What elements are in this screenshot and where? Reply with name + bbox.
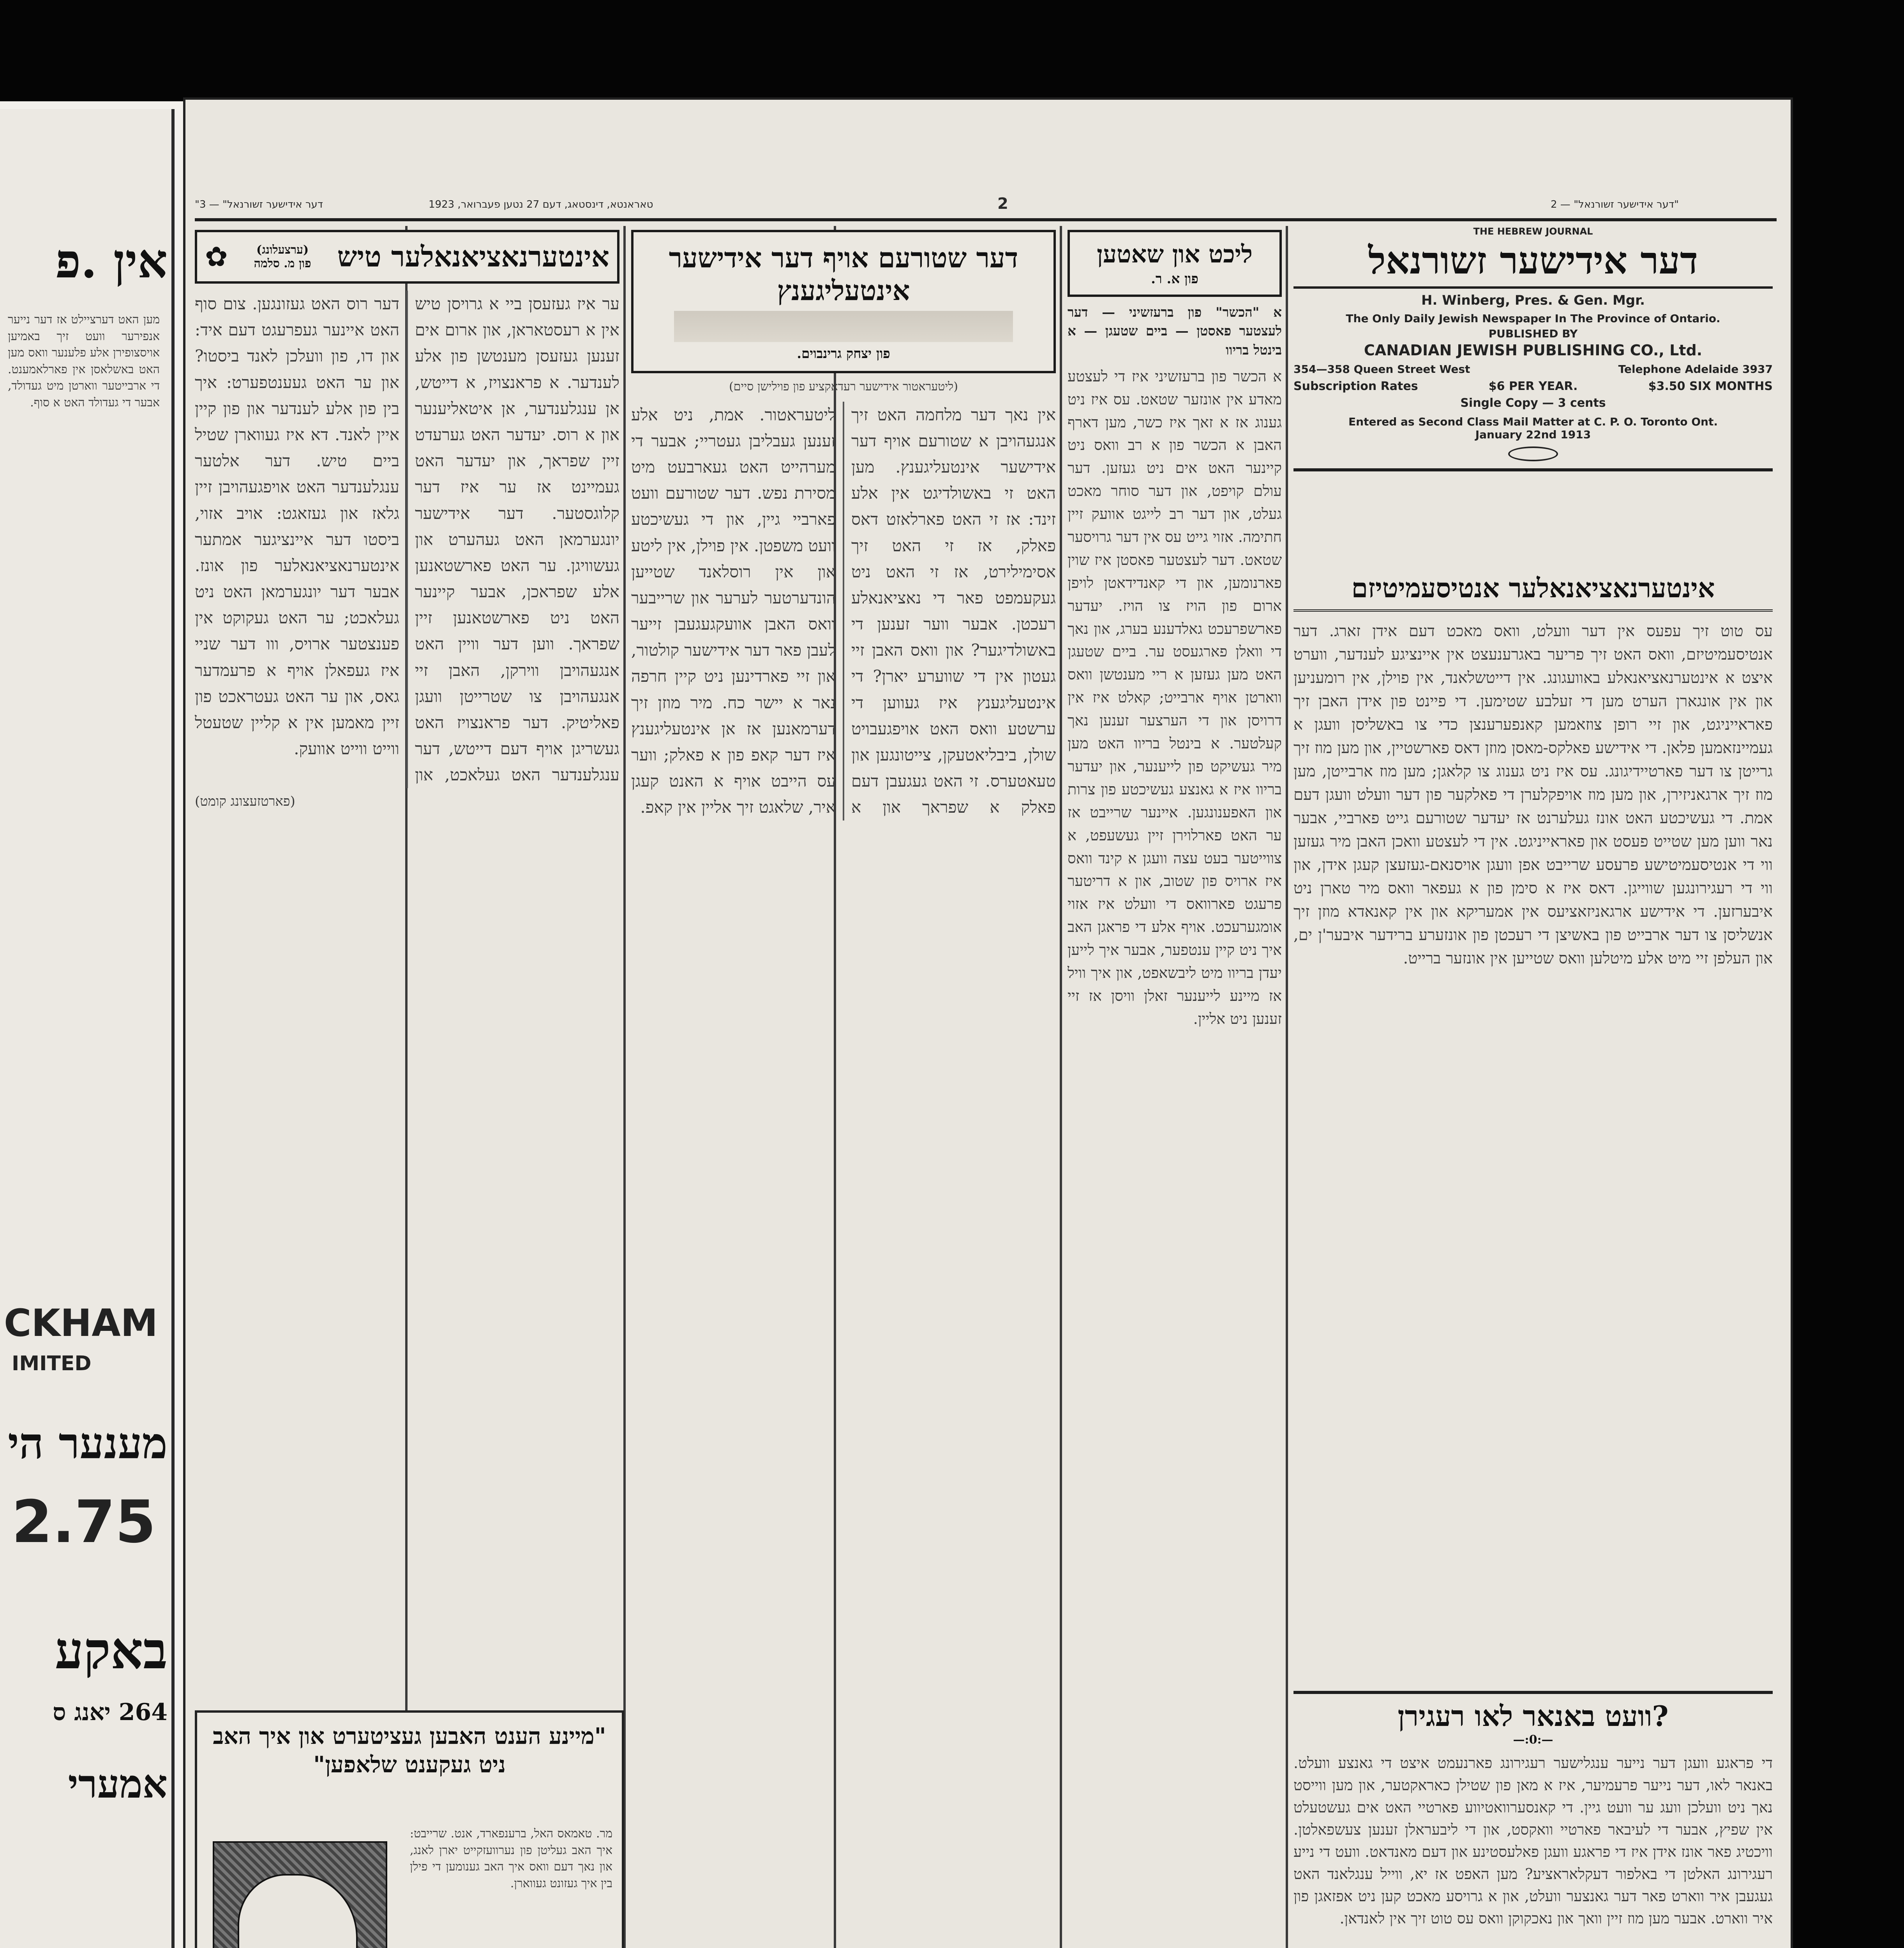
medicine-ad-headline: "מיינע הענט האבען געציטערט און איך האב ניט געקענט שלאפען" [213,1723,606,1778]
column-international-table-sig: (פארטזעצונג קומט) [195,793,295,809]
left-strip-amer: אמערי [68,1761,168,1807]
column-intelligentsia-watermark [674,311,1013,342]
left-strip-baker: באקע [55,1621,168,1680]
medicine-advertisement [195,1710,624,1948]
column-international-table-label: (ערצעלונג) [256,243,309,257]
adjacent-page-strip [0,109,175,1948]
column-light-and-shadow-byline: פון א. ר. [1151,271,1198,287]
masthead-published-by: PUBLISHED BY [1488,327,1578,340]
column-intelligentsia-body: אין נאך דער מלחמה האט זיך אנגעהויבן א שטורעם אויף דער אידישער אינטעליגענץ. מען האט זי באשולדיגט אין אלע זינד: אז זי האט פארלאזט דאס פאלק, אז זי האט זיך אסימילירט, אז זי האט ניט געקעמפט פאר די נאציאנאלע רעכטן. אבער ווער זענען די באשולדיגער? און וואס האבן זיי געטון אין די שווערע יארן? די אינטעליגענץ איז געווען די ערשטע וואס האט אויפגעבויט שולן, ביבליאטעקן, צייטונגען און טעאטערס. זי האט געגעבן דעם פאלק א שפראך און א ליטעראטור. אמת, ניט אלע זענען געבליבן געטריי; אבער די מערהייט האט געארבעט מיט מסירת נפש. דער שטורעם וועט פארביי גיין, און די געשיכטע וועט משפטן. אין פוילן, אין ליטע און אין רוסלאנד שטייען הונדערטער לערער און שרייבער וואס האבן אוועקגעגעבן זייער לעבן פאר דער אידישער קולטור, און זיי פארדינען ניט קיין חרפה נאר א יישר כח. מיר מוזן זיך דערמאנען אז אן אינטעליגענץ איז דער קאפ פון א פאלק; ווער עס הייבט אויף א האנט קעגן איר, שלאגט זיך אליין אין קאפ. [631,405,1056,817]
masthead [1293,226,1773,569]
left-strip-ad-name: CKHAM [4,1301,158,1345]
left-strip-ad-yiddish: מענער הי [8,1418,168,1468]
gutter-4 [623,226,626,1948]
masthead-title: דער אידישער זשורנאל [1368,238,1698,282]
column-international-table-title: אינטערנאציאנאלער טיש [337,240,609,273]
column-intelligentsia-header [631,230,1056,373]
editorial-bonar-law-divider: —:0:— [1513,1733,1553,1747]
medicine-ad-illustration [213,1841,387,1948]
column-light-and-shadow-title: ליכט און שאטען [1097,240,1253,268]
left-strip-body: מען האט דערציילט אז דער נייער אנפירער וועט זיך באמיען אויסצופירן אלע פלענער וואס מען האט באשלאסן אין פארלאמענט. די ארבייטער ווארטן מיט געדולד, אבער די געדולד האט א סוף. [8,313,160,409]
folio-left-running: "דער אידישער זשורנאל" — 3 [195,199,323,210]
editorial-bonar-law-rule [1293,1691,1773,1694]
editorial-bonar-law-body: די פראגע וועגן דער נייער ענגלישער רעגירונג פארנעמט איצט די גאנצע וועלט. באנאר לאו, דער נייער פרעמיער, איז א מאן פון שטילן כאראקטער, און מען ווייסט נאך ניט וועלכן וועג ער וועט גיין. די קאנסערוואטיווע פארטיי האט אים געשטעלט אין שפיץ, אבער די לעיבאר פארטיי וואקסט, און די ליבעראלן זענען צעשפאלטן. וויכטיג פאר אונז אידן איז די פראגע וועגן פאלעסטינע און דעם מאנדאט. וועט די נייע רעגירונג האלטן די באלפור דעקלאראציע? מען האפט אז יא, ווייל ענגלאנד האט געגעבן איר ווארט פאר דער גאנצער וועלט, און א גרויסע מאכט קען ניט אפזאגן פון איר ווארט. אבער מען מוז זיין וואך און נאכקוקן וואס עס טוט זיך אין לאנדאן. [1293,1754,1773,1927]
left-strip-price: 2.75 [12,1488,156,1556]
left-strip-ad-sub: IMITED [12,1352,92,1375]
column-international-table [195,230,619,1703]
scan-border-top [0,0,1904,101]
masthead-publisher: H. Winberg, Pres. & Gen. Mgr. [1421,293,1645,308]
left-strip-heading: אין .פ [55,234,168,289]
editorial-bonar-law-title: ?וועט באנאר לאו רעגירן [1398,1699,1669,1733]
masthead-rates-label: Subscription Rates [1293,379,1418,393]
gutter-1 [1286,226,1288,1948]
masthead-en-title: THE HEBREW JOURNAL [1473,226,1593,237]
masthead-telephone: Telephone Adelaide 3937 [1618,363,1773,376]
column-light-and-shadow-body: א הכשר פון ברעזשיני איז די לעצטע מאדע אין אונזער שטאט. עס איז ניט גענוג אז א זאך איז כשר, מען דארף האבן א הכשר פון א רב וואס ניט קיינער האט אים ניט געזען. דער עולם קויפט, און דער סוחר מאכט געלט, און דער רב לייגט אוועק זיין חתימה. אזוי גייט עס אין דער גרויסער שטאט. דער לעצטער פאסטן איז שוין פארנומען, און די קאנדידאטן לויפן ארום פון הויז צו הויז. יעדער פארשפרעכט גאלדענע בערג, און נאך די וואלן פארגעסט ער. ביים שטעגן האט מען געזען א ריי מענטשן וואס ווארטן אויף ארבייט; קאלט איז אין דרויסן און די הערצער זענען נאך קעלטער. א בינטל בריוו האט מען מיר געשיקט פון לייענער, און יעדער בריוו איז א גאנצע געשיכטע פון צרות און האפענונגען. איינער שרייבט אז ער האט פארלוירן זיין געשעפט, א צווייטער בעט עצה וועגן א קינד וואס איז ארויס פון שטוב, און א דריטער פרעגט פארוואס די וועלט איז אזוי אומגערעכט. אויף אלע די פראגן האב איך ניט קיין ענטפער, אבער איך לייען יעדן בריוו מיט ליבשאפט, און איך וויל אז מיינע לייענער זאלן וויסן אז זיי זענען ניט אליין. [1068,367,1282,1027]
column-intelligentsia-byline: פון יצחק גרינבוים. [797,346,890,362]
masthead-per-year: $6 PER YEAR. [1488,379,1578,393]
editorial-antisemitism [1293,573,1773,1687]
folio-rule [195,218,1777,221]
column-light-and-shadow-intro: א "הכשר" פון ברעזשיני — דער לעצטער פאסטן — ביים שטעגן — א בינטל בריוו [1068,305,1282,358]
folio-page-number: 2 [997,195,1008,213]
column-intelligentsia [631,230,1056,1948]
left-strip-address: 264 יאנג ס [53,1699,168,1726]
column-intelligentsia-note: (ליטעראטור אידישער רעדאקציע פון פוילישן סיים) [729,380,958,393]
flower-ornament-icon: ✿ [205,241,228,273]
medicine-ad-figure [238,1874,358,1948]
masthead-entered: Entered as Second Class Mail Matter at C. P. O. Toronto Ont. [1348,415,1718,428]
column-international-table-byline: פון מ. סלמה [254,257,311,270]
folio-date-line: טאראנטא, דינסטאג, דעם 27 נטען פעברואר, 1923 [429,199,653,210]
masthead-six-months: $3.50 SIX MONTHS [1648,379,1773,393]
column-international-table-header [195,230,619,284]
scan-border-right [1792,0,1904,1948]
column-light-and-shadow-header [1068,230,1282,297]
masthead-ornament [1508,446,1558,461]
masthead-rule [1293,286,1773,289]
masthead-address: 354—358 Queen Street West [1293,363,1470,376]
column-light-and-shadow [1068,230,1282,1948]
masthead-company: CANADIAN JEWISH PUBLISHING CO., Ltd. [1364,342,1703,359]
masthead-entered-date: January 22nd 1913 [1475,428,1591,441]
masthead-tagline: The Only Daily Jewish Newspaper In The Province of Ontario. [1346,312,1720,325]
masthead-bottom-rule [1293,468,1773,471]
masthead-single-copy: Single Copy — 3 cents [1460,396,1606,410]
gutter-2 [1060,226,1062,1948]
column-intelligentsia-title: דער שטורעם אויף דער אידישער אינטעליגענץ [669,242,1018,307]
editorial-antisemitism-title: אינטערנאציאנאלער אנטיסעמיטיזם [1293,573,1773,612]
medicine-ad-testimonial: מר. טאמאס האל, ברענפארד, אנט. שרייבט: איך האב געליטן פון נערוועזקייט יארן לאנג, און נאך דעם וואס איך האב גענומען די פילן בין איך געזונט געווארן. [410,1827,612,1890]
column-international-table-body: ער איז געזעסן ביי א גרויסן טיש אין א רעסטאראן, און ארום אים זענען געזעסן מענטשן פון אלע לענדער. א פראנצויז, א דייטש, אן ענגלענדער, אן איטאליענער און א רוס. יעדער האט גערעדט זיין שפראך, און יעדער האט געמיינט אז ער איז דער קלוגסטער. דער אידישער יונגערמאן האט געהערט און געשוויגן. ער האט פארשטאנען אלע שפראכן, אבער קיינער האט ניט פארשטאנען זיין שפראך. ווען דער וויין האט אנגעהויבן ווירקן, האבן זיי אנגעהויבן צו שטרייטן וועגן פאליטיק. דער פראנצויז האט געשריגן אויף דעם דייטש, דער ענגלענדער האט געלאכט, און דער רוס האט געזונגען. צום סוף האט איינער געפרעגט דעם איד: און דו, פון וועלכן לאנד ביסטו? און ער האט געענטפערט: איך בין פון אלע לענדער און פון קיין איין לאנד. דא איז געווארן שטיל ביים טיש. דער אלטער ענגלענדער האט אויפגעהויבן זיין גלאז און געזאגט: אויב אזוי, ביסטו דער איינציגער אמתער אינטערנאציאנאלער פון אונז. אבער דער יונגערמאן האט ניט געלאכט; ער האט געקוקט אין פענצטער ארויס, ווו דער שניי איז געפאלן אויף א פרעמדער גאס, און ער האט געטראכט פון זיין מאמען אין א קליין שטעטל ווייט ווייט אוועק. [195,294,619,785]
folio-right-running: "דער אידישער זשורנאל" — 2 [1551,199,1679,210]
editorial-antisemitism-body: עס טוט זיך עפעס אין דער וועלט, וואס מאכט דעם אידן זארג. דער אנטיסעמיטיזם, וואס האט זיך פריער באגרענעצט אין איינציגע לענדער, ווערט איצט א אינטערנאציאנאלע באוועגונג. אין דייטשלאנד, אין פוילן, אין רומעניען און אין אונגארן הערט מען די זעלבע שטימען. די פיינט פון אידן האבן זיך פאראייניגט, און זיי רופן צוזאמען קאנפערענצן כדי צו באשליסן וועגן א געמיינזאמען פלאן. די אידישע פאלקס-מאסן מוזן דאס פארשטיין, און מען מוז זיך גרייטן צו דער פארטיידיגונג. עס איז ניט גענוג צו קלאגן; מען מוז ארבייטן, מען מוז זיך ארגאניזירן, און מען מוז אויפקלערן די פאלקער פון דער וועלט וועגן דעם אמת. די געשיכטע האט אונז געלערנט אז יעדער שטורעם גייט פארביי, אבער נאר ווען מען שטייט פעסט און פאראייניגט. אין די לעצטע וואכן האבן מיר געזען ווי די אנטיסעמיטישע פרעסע שרייבט אפן וועגן אויסנאם-געזעצן קעגן אידן, און ווי די רעגירונגען שווייגן. דאס איז א סימן פון א געפאר וואס מיר טארן ניט איבערזען. די אידישע ארגאניזאציעס אין אמעריקא און אין קאנאדא מוזן זיך אנשליסן צו דער ארבייט פון באשיצן די רעכטן פון אונזערע ברידער איבער'ן ים, און העלפן זיי מיט אלע מיטלען וואס שטייען אין אונזער ברייט. [1293,622,1773,967]
editorial-bonar-law [1293,1691,1773,1948]
